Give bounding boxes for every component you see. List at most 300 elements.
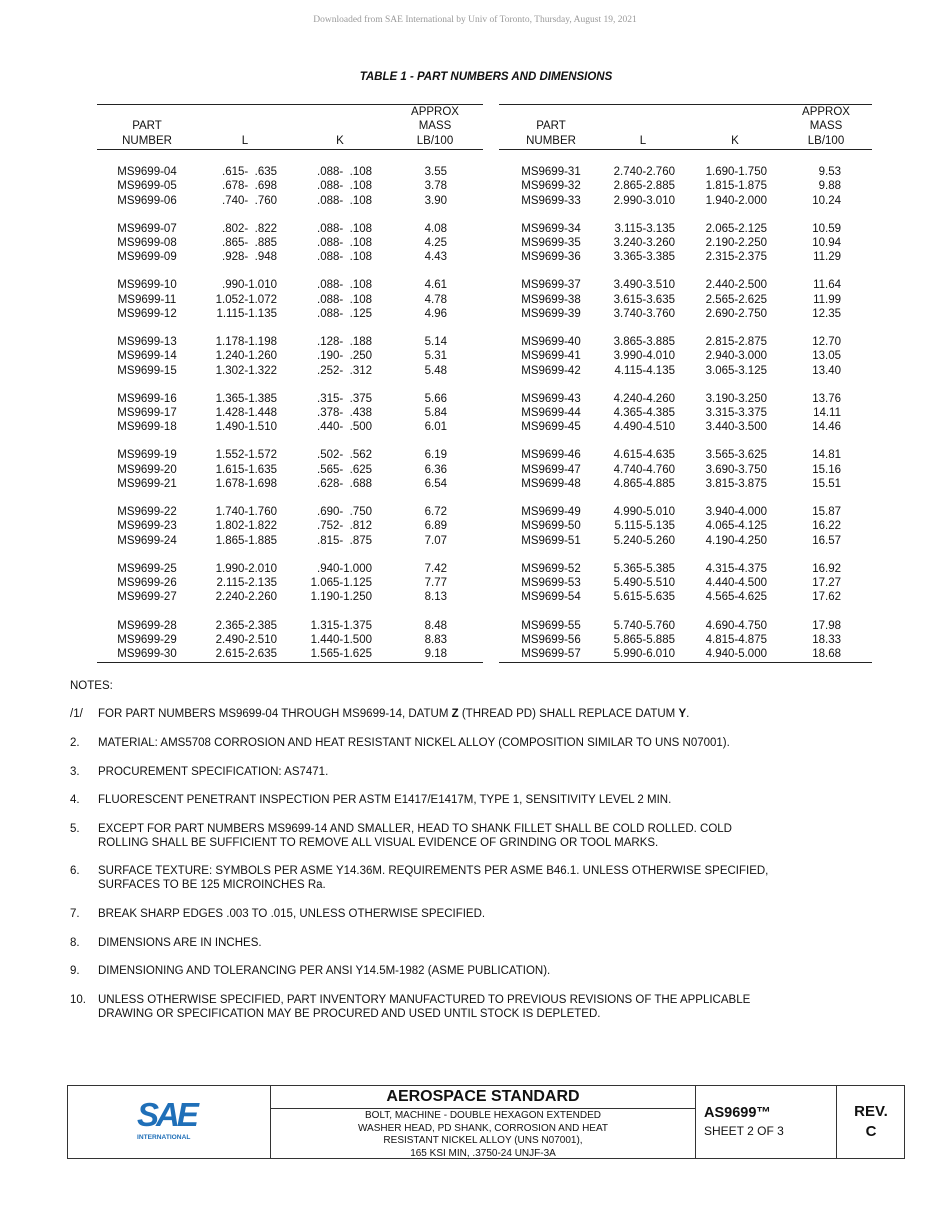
part-number-cell: MS9699-51	[521, 534, 581, 547]
part-number-cell: MS9699-43	[521, 392, 581, 405]
part-number-cell: MS9699-49	[521, 506, 581, 519]
k-cell: 2.565-2.625	[705, 293, 767, 306]
l-cell: 5.740-5.760	[613, 619, 675, 632]
mass-cell: 3.55	[424, 166, 447, 178]
k-cell: .752- .812	[317, 520, 372, 533]
table-row	[97, 364, 483, 378]
header-mass: APPROX MASS LB/100	[411, 106, 459, 147]
part-number-cell: MS9699-36	[521, 251, 581, 264]
row-group	[97, 392, 483, 435]
part-number-cell: MS9699-22	[117, 506, 177, 519]
table-row	[97, 165, 483, 179]
part-number-cell: MS9699-41	[521, 350, 581, 363]
k-cell: 4.940-5.000	[705, 648, 767, 661]
mass-cell: 5.84	[424, 407, 447, 420]
part-number-cell: MS9699-08	[117, 236, 177, 249]
l-cell: 1.115-1.135	[216, 307, 277, 320]
l-cell: 2.865-2.885	[613, 180, 675, 193]
note-line: UNLESS OTHERWISE SPECIFIED, PART INVENTORY MANUFACTURED TO PREVIOUS REVISIONS OF THE APPLICABLE	[98, 994, 751, 1006]
part-number-cell: MS9699-05	[117, 180, 177, 193]
l-cell: 5.865-5.885	[613, 633, 675, 646]
part-number-cell: MS9699-18	[117, 421, 177, 434]
l-cell: 1.740-1.760	[215, 506, 277, 519]
note-line: SURFACES TO BE 125 MICROINCHES Ra.	[98, 879, 326, 892]
mass-cell: 12.35	[812, 307, 841, 320]
table-row	[499, 335, 872, 349]
mass-cell: 11.64	[813, 279, 841, 292]
mass-cell: 5.31	[424, 350, 447, 363]
table-row	[499, 647, 872, 661]
mass-cell: 18.68	[812, 648, 841, 661]
l-cell: 1.240-1.260	[215, 350, 277, 363]
table-row	[97, 278, 483, 292]
row-group	[97, 448, 483, 491]
note-line: DRAWING OR SPECIFICATION MAY BE PROCURED AND USED UNTIL STOCK IS DEPLETED.	[98, 1008, 601, 1021]
k-cell: 2.190-2.250	[705, 236, 767, 249]
table-row	[97, 406, 483, 420]
k-cell: .088- .125	[317, 307, 372, 320]
table-row	[499, 562, 872, 576]
part-number-cell: MS9699-50	[521, 520, 581, 533]
k-cell: .440- .500	[317, 421, 372, 434]
mass-cell: 13.76	[812, 392, 841, 405]
k-cell: .252- .312	[317, 364, 372, 377]
mass-cell: 9.88	[818, 180, 841, 193]
l-cell: 1.490-1.510	[215, 421, 277, 434]
l-cell: 1.615-1.635	[215, 463, 277, 476]
table-row	[97, 519, 483, 533]
part-number-cell: MS9699-57	[521, 648, 581, 661]
mass-cell: 13.40	[812, 364, 841, 377]
l-cell: 5.490-5.510	[613, 577, 675, 590]
note-1	[70, 707, 870, 721]
k-cell: 3.565-3.625	[705, 449, 767, 462]
row-group	[499, 335, 872, 378]
k-cell: .315- .375	[317, 392, 372, 405]
part-number-cell: MS9699-45	[521, 421, 581, 434]
table-row	[499, 349, 872, 363]
row-group	[499, 562, 872, 605]
k-cell: 2.315-2.375	[705, 251, 767, 264]
table-row	[499, 392, 872, 406]
mass-cell: 7.42	[424, 562, 447, 575]
k-cell: .088- .108	[317, 222, 372, 235]
l-cell: .678- .698	[222, 180, 277, 193]
part-number-cell: MS9699-35	[521, 236, 581, 249]
header-k: K	[731, 134, 739, 147]
table-row	[97, 250, 483, 264]
note-number: /1/	[70, 708, 83, 720]
table-row	[499, 364, 872, 378]
part-number-cell: MS9699-42	[521, 364, 581, 377]
mass-cell: 7.07	[424, 534, 447, 547]
k-cell: 1.565-1.625	[310, 648, 372, 661]
k-cell: .565- .625	[317, 463, 372, 476]
mass-cell: 14.46	[812, 421, 841, 434]
title-block-revision-cell	[837, 1086, 905, 1158]
note-text	[98, 765, 870, 779]
part-number-cell: MS9699-06	[117, 194, 177, 207]
part-description	[271, 1109, 695, 1160]
l-cell: 2.240-2.260	[215, 591, 277, 604]
l-cell: 4.490-4.510	[613, 421, 675, 434]
note-number: 9.	[70, 965, 80, 977]
table-row	[97, 463, 483, 477]
l-cell: 2.115-2.135	[216, 577, 277, 590]
mass-cell: 15.87	[812, 506, 841, 519]
table-row	[97, 293, 483, 307]
table-row	[499, 519, 872, 533]
row-group	[97, 278, 483, 321]
note-line: DIMENSIONS ARE IN INCHES.	[98, 937, 262, 949]
header-part-number: PART NUMBER	[526, 120, 576, 147]
k-cell: 2.690-2.750	[705, 307, 767, 320]
table-row	[97, 222, 483, 236]
table-row	[97, 349, 483, 363]
mass-cell: 18.33	[812, 633, 841, 646]
table-row	[97, 633, 483, 647]
part-number-cell: MS9699-44	[521, 407, 581, 420]
l-cell: 3.615-3.635	[613, 293, 675, 306]
part-number-cell: MS9699-15	[117, 364, 177, 377]
l-cell: .615- .635	[222, 166, 277, 178]
table-row	[499, 179, 872, 193]
part-number-cell: MS9699-11	[117, 293, 177, 306]
l-cell: 1.302-1.322	[215, 364, 277, 377]
note-number: 5.	[70, 823, 80, 835]
k-cell: 4.065-4.125	[705, 520, 767, 533]
k-cell: 4.815-4.875	[705, 633, 767, 646]
k-cell: 3.440-3.500	[705, 421, 767, 434]
mass-cell: 4.78	[424, 293, 447, 306]
mass-cell: 13.05	[812, 350, 841, 363]
k-cell: 1.315-1.375	[310, 619, 372, 632]
row-group	[499, 448, 872, 491]
row-group	[499, 505, 872, 548]
part-number-cell: MS9699-28	[117, 619, 177, 632]
table-row	[97, 448, 483, 462]
table-row	[499, 194, 872, 208]
note-line: ROLLING SHALL BE SUFFICIENT TO REMOVE ALL VISUAL EVIDENCE OF GRINDING OR TOOL MARKS.	[98, 837, 659, 850]
k-cell: 4.690-4.750	[705, 619, 767, 632]
l-cell: 4.740-4.760	[613, 463, 675, 476]
part-number-cell: MS9699-21	[117, 478, 177, 491]
part-number-cell: MS9699-34	[521, 222, 581, 235]
revision-value: C	[865, 1123, 877, 1140]
description-line: WASHER HEAD, PD SHANK, CORROSION AND HEAT	[357, 1122, 609, 1134]
l-cell: 1.865-1.885	[215, 534, 277, 547]
k-cell: .128- .188	[317, 336, 372, 349]
mass-cell: 16.57	[812, 534, 841, 547]
mass-cell: 6.89	[424, 520, 447, 533]
note-item	[70, 822, 870, 851]
row-group	[499, 278, 872, 321]
part-number-cell: MS9699-07	[117, 222, 177, 235]
l-cell: 5.990-6.010	[613, 648, 675, 661]
part-number-cell: MS9699-29	[117, 633, 177, 646]
part-number-cell: MS9699-30	[117, 648, 177, 661]
row-group	[97, 562, 483, 605]
part-number-cell: MS9699-52	[521, 562, 581, 575]
note-number: 6.	[70, 865, 80, 877]
k-cell: .628- .688	[317, 478, 372, 491]
l-cell: 3.990-4.010	[613, 350, 675, 363]
l-cell: 2.615-2.635	[215, 648, 277, 661]
mass-cell: 17.98	[812, 619, 841, 632]
k-cell: 1.440-1.500	[310, 633, 372, 646]
mass-cell: 4.25	[424, 236, 447, 249]
mass-cell: 9.53	[818, 166, 841, 178]
mass-cell: 6.54	[424, 478, 447, 491]
row-group	[499, 222, 872, 265]
table-row	[499, 619, 872, 633]
l-cell: 3.865-3.885	[613, 336, 675, 349]
k-cell: .088- .108	[317, 236, 372, 249]
l-cell: 1.365-1.385	[215, 392, 277, 405]
k-cell: 3.315-3.375	[705, 407, 767, 420]
note-line: EXCEPT FOR PART NUMBERS MS9699-14 AND SMALLER, HEAD TO SHANK FILLET SHALL BE COLD ROLLED. COLD	[98, 823, 732, 835]
row-group	[97, 222, 483, 265]
revision	[837, 1102, 905, 1142]
k-cell: 3.940-4.000	[705, 506, 767, 519]
document-number: AS9699™	[704, 1105, 771, 1121]
table-row	[499, 477, 872, 491]
mass-cell: 16.22	[812, 520, 841, 533]
note-item	[70, 936, 870, 950]
part-number-cell: MS9699-40	[521, 336, 581, 349]
mass-cell: 16.92	[812, 562, 841, 575]
row-group	[97, 165, 483, 208]
l-cell: 1.802-1.822	[215, 520, 277, 533]
table-body-left	[97, 150, 483, 663]
mass-cell: 3.90	[424, 194, 447, 207]
table-row	[499, 420, 872, 434]
note-text	[98, 864, 870, 893]
l-cell: 5.115-5.135	[614, 520, 675, 533]
download-watermark: Downloaded from SAE International by Univ of Toronto, Thursday, August 19, 2021	[313, 15, 637, 25]
l-cell: .928- .948	[222, 251, 277, 264]
table-row	[97, 576, 483, 590]
mass-cell: 17.27	[812, 577, 841, 590]
mass-cell: 6.36	[424, 463, 447, 476]
k-cell: 2.440-2.500	[705, 279, 767, 292]
part-number-cell: MS9699-04	[117, 166, 177, 178]
sheet-number: SHEET 2 OF 3	[704, 1124, 784, 1138]
table-row	[499, 448, 872, 462]
k-cell: 4.315-4.375	[705, 562, 767, 575]
table-title: TABLE 1 - PART NUMBERS AND DIMENSIONS	[359, 71, 613, 83]
mass-cell: 7.77	[424, 577, 447, 590]
l-cell: 3.740-3.760	[613, 307, 675, 320]
part-number-cell: MS9699-33	[521, 194, 581, 207]
k-cell: .088- .108	[317, 279, 372, 292]
title-block-logo-cell	[68, 1086, 271, 1158]
table-row	[97, 534, 483, 548]
table-row	[499, 576, 872, 590]
k-cell: .088- .108	[317, 194, 372, 207]
note-text	[98, 793, 870, 807]
l-cell: 5.240-5.260	[613, 534, 675, 547]
k-cell: 1.190-1.250	[310, 591, 372, 604]
k-cell: 3.065-3.125	[705, 364, 767, 377]
description-line: 165 KSI MIN, .3750-24 UNJF-3A	[410, 1147, 556, 1159]
mass-cell: 11.99	[813, 293, 841, 306]
header-l: L	[639, 134, 647, 147]
note-line: FLUORESCENT PENETRANT INSPECTION PER ASTM E1417/E1417M, TYPE 1, SENSITIVITY LEVEL 2 MIN.	[98, 794, 672, 806]
note-number: 3.	[70, 766, 80, 778]
part-number-cell: MS9699-31	[521, 166, 581, 178]
mass-cell: 6.01	[424, 421, 447, 434]
part-number-cell: MS9699-12	[117, 307, 177, 320]
part-number-cell: MS9699-14	[117, 350, 177, 363]
header-part-number: PART NUMBER	[122, 120, 172, 147]
mass-cell: 8.48	[424, 619, 447, 632]
part-number-cell: MS9699-13	[117, 336, 177, 349]
table-row	[499, 463, 872, 477]
sae-logo	[136, 1095, 204, 1146]
table-row	[499, 278, 872, 292]
row-group	[97, 335, 483, 378]
note-text: FOR PART NUMBERS MS9699-04 THROUGH MS9699-14, DATUM Z (THREAD PD) SHALL REPLACE DATUM Y.	[98, 708, 690, 720]
mass-cell: 4.08	[424, 222, 447, 235]
table-row	[499, 165, 872, 179]
svg-text:SAE: SAE	[137, 1096, 196, 1133]
note-line: PROCUREMENT SPECIFICATION: AS7471.	[98, 766, 329, 778]
table-row	[499, 307, 872, 321]
note-text	[98, 936, 870, 950]
l-cell: .990-1.010	[222, 279, 277, 292]
l-cell: 3.115-3.135	[614, 222, 675, 235]
l-cell: 4.240-4.260	[613, 392, 675, 405]
mass-cell: 9.18	[424, 648, 447, 661]
k-cell: 1.815-1.875	[705, 180, 767, 193]
part-number-cell: MS9699-24	[117, 534, 177, 547]
mass-cell: 4.61	[424, 279, 447, 292]
k-cell: .190- .250	[317, 350, 372, 363]
standard-title: AEROSPACE STANDARD	[271, 1086, 695, 1109]
l-cell: 4.990-5.010	[613, 506, 675, 519]
description-line: BOLT, MACHINE - DOUBLE HEXAGON EXTENDED	[365, 1110, 601, 1121]
l-cell: 4.865-4.885	[613, 478, 675, 491]
table-row	[97, 477, 483, 491]
header-l: L	[241, 134, 249, 147]
mass-cell: 5.48	[424, 364, 447, 377]
part-number-cell: MS9699-26	[117, 577, 177, 590]
l-cell: .802- .822	[222, 222, 277, 235]
mass-cell: 5.14	[424, 336, 447, 349]
l-cell: 2.740-2.760	[613, 166, 675, 178]
l-cell: 1.552-1.572	[215, 449, 277, 462]
table-row	[97, 647, 483, 661]
part-number-cell: MS9699-16	[117, 392, 177, 405]
note-number: 10.	[70, 994, 86, 1006]
k-cell: 4.190-4.250	[705, 534, 767, 547]
svg-text:INTERNATIONAL: INTERNATIONAL	[137, 1134, 191, 1141]
table-row	[97, 590, 483, 604]
mass-cell: 5.66	[424, 392, 447, 405]
k-cell: .502- .562	[317, 449, 372, 462]
note-number: 7.	[70, 908, 80, 920]
mass-cell: 14.81	[812, 449, 841, 462]
part-number-cell: MS9699-56	[521, 633, 581, 646]
k-cell: 1.690-1.750	[705, 166, 767, 178]
k-cell: .690- .750	[317, 506, 372, 519]
revision-label: REV.	[854, 1103, 888, 1120]
note-line: SURFACE TEXTURE: SYMBOLS PER ASME Y14.36M. REQUIREMENTS PER ASME B46.1. UNLESS OTHERWISE SPECIFIED,	[98, 865, 769, 877]
mass-cell: 4.96	[424, 307, 447, 320]
note-item	[70, 993, 870, 1022]
table-body-right	[499, 150, 872, 663]
l-cell: 2.365-2.385	[215, 619, 277, 632]
part-number-cell: MS9699-20	[117, 463, 177, 476]
l-cell: 1.428-1.448	[215, 407, 277, 420]
k-cell: 2.940-3.000	[705, 350, 767, 363]
l-cell: 4.365-4.385	[613, 407, 675, 420]
k-cell: 4.565-4.625	[705, 591, 767, 604]
l-cell: 2.490-2.510	[215, 633, 277, 646]
l-cell: 3.490-3.510	[613, 279, 675, 292]
table-header-right	[499, 105, 872, 150]
note-text	[98, 907, 870, 921]
row-group	[499, 165, 872, 208]
table-row	[499, 293, 872, 307]
row-group	[97, 505, 483, 548]
k-cell: 2.065-2.125	[705, 222, 767, 235]
k-cell: 1.940-2.000	[705, 194, 767, 207]
sae-logo-mark	[136, 1095, 204, 1141]
part-number-cell: MS9699-48	[521, 478, 581, 491]
l-cell: .865- .885	[222, 236, 277, 249]
note-number: 4.	[70, 794, 80, 806]
part-number-cell: MS9699-19	[117, 449, 177, 462]
k-cell: .815- .875	[317, 534, 372, 547]
title-block-document-cell	[696, 1086, 837, 1158]
table-row	[499, 505, 872, 519]
mass-cell: 8.83	[424, 633, 447, 646]
description-line: RESISTANT NICKEL ALLOY (UNS N07001),	[383, 1135, 583, 1147]
note-line: BREAK SHARP EDGES .003 TO .015, UNLESS OTHERWISE SPECIFIED.	[98, 908, 486, 920]
mass-cell: 12.70	[812, 336, 841, 349]
mass-cell: 15.51	[812, 478, 841, 491]
part-number-cell: MS9699-38	[521, 293, 581, 306]
note-line: DIMENSIONING AND TOLERANCING PER ANSI Y14.5M-1982 (ASME PUBLICATION).	[98, 965, 551, 977]
note-number: 8.	[70, 937, 80, 949]
table-row	[499, 236, 872, 250]
row-group	[97, 619, 483, 662]
part-number-cell: MS9699-25	[117, 562, 177, 575]
parts-table-left	[97, 104, 483, 663]
notes-heading: NOTES:	[70, 680, 113, 692]
row-group	[499, 619, 872, 662]
k-cell: 3.690-3.750	[705, 463, 767, 476]
table-row	[499, 250, 872, 264]
part-number-cell: MS9699-27	[117, 591, 177, 604]
header-k: K	[336, 134, 344, 147]
l-cell: 5.615-5.635	[613, 591, 675, 604]
table-row	[499, 590, 872, 604]
part-number-cell: MS9699-10	[117, 279, 177, 292]
table-row	[97, 562, 483, 576]
header-mass: APPROX MASS LB/100	[802, 106, 850, 147]
note-item	[70, 907, 870, 921]
mass-cell: 17.62	[812, 591, 841, 604]
table-header-left	[97, 105, 483, 150]
mass-cell: 6.72	[424, 506, 447, 519]
part-number-cell: MS9699-23	[117, 520, 177, 533]
table-row	[97, 505, 483, 519]
part-number-cell: MS9699-46	[521, 449, 581, 462]
l-cell: .740- .760	[222, 194, 277, 207]
